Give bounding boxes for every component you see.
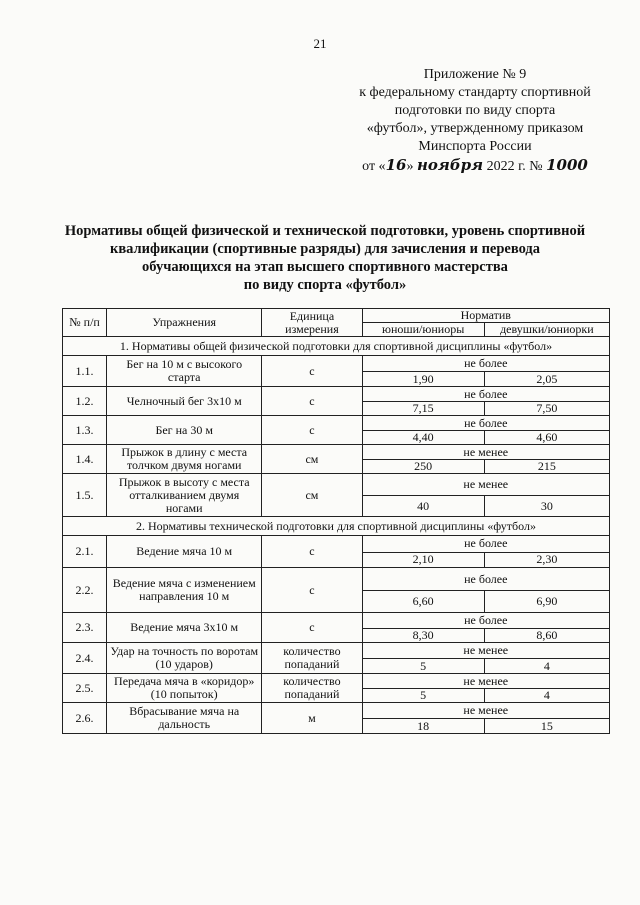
norm-condition: не менее (362, 674, 609, 689)
unit-cell: количество попаданий (262, 674, 362, 703)
table-row (63, 416, 610, 431)
appendix-line: Минспорта России (418, 139, 532, 154)
row-number: 1.5. (63, 474, 107, 517)
row-number: 1.3. (63, 416, 107, 445)
norm-condition: не более (362, 387, 609, 402)
table-row (63, 613, 610, 629)
unit-cell: с (262, 536, 362, 568)
section-row (63, 517, 610, 536)
section-title: 2. Нормативы технической подготовки для спортивной дисциплины «футбол» (63, 517, 610, 536)
row-number: 1.2. (63, 387, 107, 416)
row-number: 2.2. (63, 568, 107, 613)
boys-value: 250 (362, 460, 484, 474)
order-month: ноября (416, 156, 484, 174)
boys-value: 8,30 (362, 628, 484, 642)
header-norm: Норматив (362, 309, 609, 323)
table-row (63, 387, 610, 402)
order-number: 1000 (546, 156, 588, 174)
norm-condition: не более (362, 536, 609, 553)
exercise-name: Передача мяча в «коридор» (10 попыток) (107, 674, 262, 703)
table-row (63, 536, 610, 553)
title-line: по виду спорта «футбол» (243, 277, 407, 293)
row-number: 2.3. (63, 613, 107, 643)
section-title: 1. Нормативы общей физической подготовки для спортивной дисциплины «футбол» (63, 337, 610, 356)
unit-cell: с (262, 568, 362, 613)
title-line: Нормативы общей физической и технической подготовки, уровень спортивной (64, 223, 586, 239)
girls-value: 2,30 (484, 552, 609, 567)
document-title (50, 222, 600, 294)
title-line: обучающихся на этап высшего спортивного мастерства (142, 259, 508, 275)
girls-value: 2,05 (484, 372, 609, 387)
header-num: № п/п (63, 309, 107, 337)
unit-cell: количество попаданий (262, 643, 362, 674)
boys-value: 40 (362, 496, 484, 517)
exercise-name: Удар на точность по воротам (10 ударов) (107, 643, 262, 674)
section-row (63, 337, 610, 356)
girls-value: 15 (484, 719, 609, 734)
unit-cell: м (262, 703, 362, 734)
table-row (63, 356, 610, 372)
girls-value: 8,60 (484, 628, 609, 642)
norm-condition: не более (362, 416, 609, 431)
boys-value: 7,15 (362, 402, 484, 416)
unit-cell: с (262, 356, 362, 387)
order-mid: » (406, 159, 414, 174)
table-row (63, 643, 610, 659)
boys-value: 6,60 (362, 591, 484, 613)
girls-value: 215 (484, 460, 609, 474)
appendix-line: «футбол», утвержденному приказом (366, 121, 584, 136)
girls-value: 6,90 (484, 591, 609, 613)
unit-cell: с (262, 416, 362, 445)
table-row (63, 474, 610, 496)
norms-table (62, 308, 610, 734)
unit-cell: с (262, 387, 362, 416)
row-number: 1.4. (63, 445, 107, 474)
exercise-name: Вбрасывание мяча на дальность (107, 703, 262, 734)
girls-value: 30 (484, 496, 609, 517)
order-day: 16 (385, 156, 407, 174)
norm-condition: не более (362, 613, 609, 629)
order-line (340, 156, 610, 176)
boys-value: 1,90 (362, 372, 484, 387)
table-row (63, 674, 610, 689)
table-row (63, 703, 610, 719)
table-row (63, 568, 610, 591)
header-exercise: Упражнения (107, 309, 262, 337)
order-prefix: от « (362, 159, 386, 174)
norm-condition: не более (362, 568, 609, 591)
header-unit: Единица измерения (262, 309, 362, 337)
girls-value: 4 (484, 689, 609, 703)
boys-value: 18 (362, 719, 484, 734)
norm-condition: не менее (362, 474, 609, 496)
unit-cell: см (262, 474, 362, 517)
order-year: 2022 г. № (486, 159, 543, 174)
norm-condition: не более (362, 356, 609, 372)
norm-condition: не менее (362, 703, 609, 719)
row-number: 2.4. (63, 643, 107, 674)
girls-value: 4,60 (484, 431, 609, 445)
norm-condition: не менее (362, 445, 609, 460)
boys-value: 4,40 (362, 431, 484, 445)
boys-value: 2,10 (362, 552, 484, 567)
appendix-line: к федеральному стандарту спортивной (359, 85, 591, 100)
boys-value: 5 (362, 689, 484, 703)
row-number: 2.6. (63, 703, 107, 734)
exercise-name: Челночный бег 3x10 м (107, 387, 262, 416)
exercise-name: Бег на 30 м (107, 416, 262, 445)
page-number: 21 (313, 36, 327, 51)
unit-cell: см (262, 445, 362, 474)
appendix-block (340, 66, 610, 176)
header-girls: девушки/юниорки (484, 323, 609, 337)
exercise-name: Прыжок в длину с места толчком двумя ногами (107, 445, 262, 474)
row-number: 2.1. (63, 536, 107, 568)
norm-condition: не менее (362, 643, 609, 659)
exercise-name: Ведение мяча с изменением направления 10 м (107, 568, 262, 613)
header-boys: юноши/юниоры (362, 323, 484, 337)
appendix-line: подготовки по виду спорта (394, 103, 556, 118)
exercise-name: Ведение мяча 3x10 м (107, 613, 262, 643)
title-line: квалификации (спортивные разряды) для зачисления и перевода (109, 241, 541, 257)
exercise-name: Бег на 10 м с высокого старта (107, 356, 262, 387)
row-number: 1.1. (63, 356, 107, 387)
girls-value: 7,50 (484, 402, 609, 416)
exercise-name: Прыжок в высоту с места отталкиванием двумя ногами (107, 474, 262, 517)
girls-value: 4 (484, 659, 609, 674)
unit-cell: с (262, 613, 362, 643)
row-number: 2.5. (63, 674, 107, 703)
appendix-line: Приложение № 9 (423, 67, 527, 82)
boys-value: 5 (362, 659, 484, 674)
exercise-name: Ведение мяча 10 м (107, 536, 262, 568)
table-row (63, 445, 610, 460)
